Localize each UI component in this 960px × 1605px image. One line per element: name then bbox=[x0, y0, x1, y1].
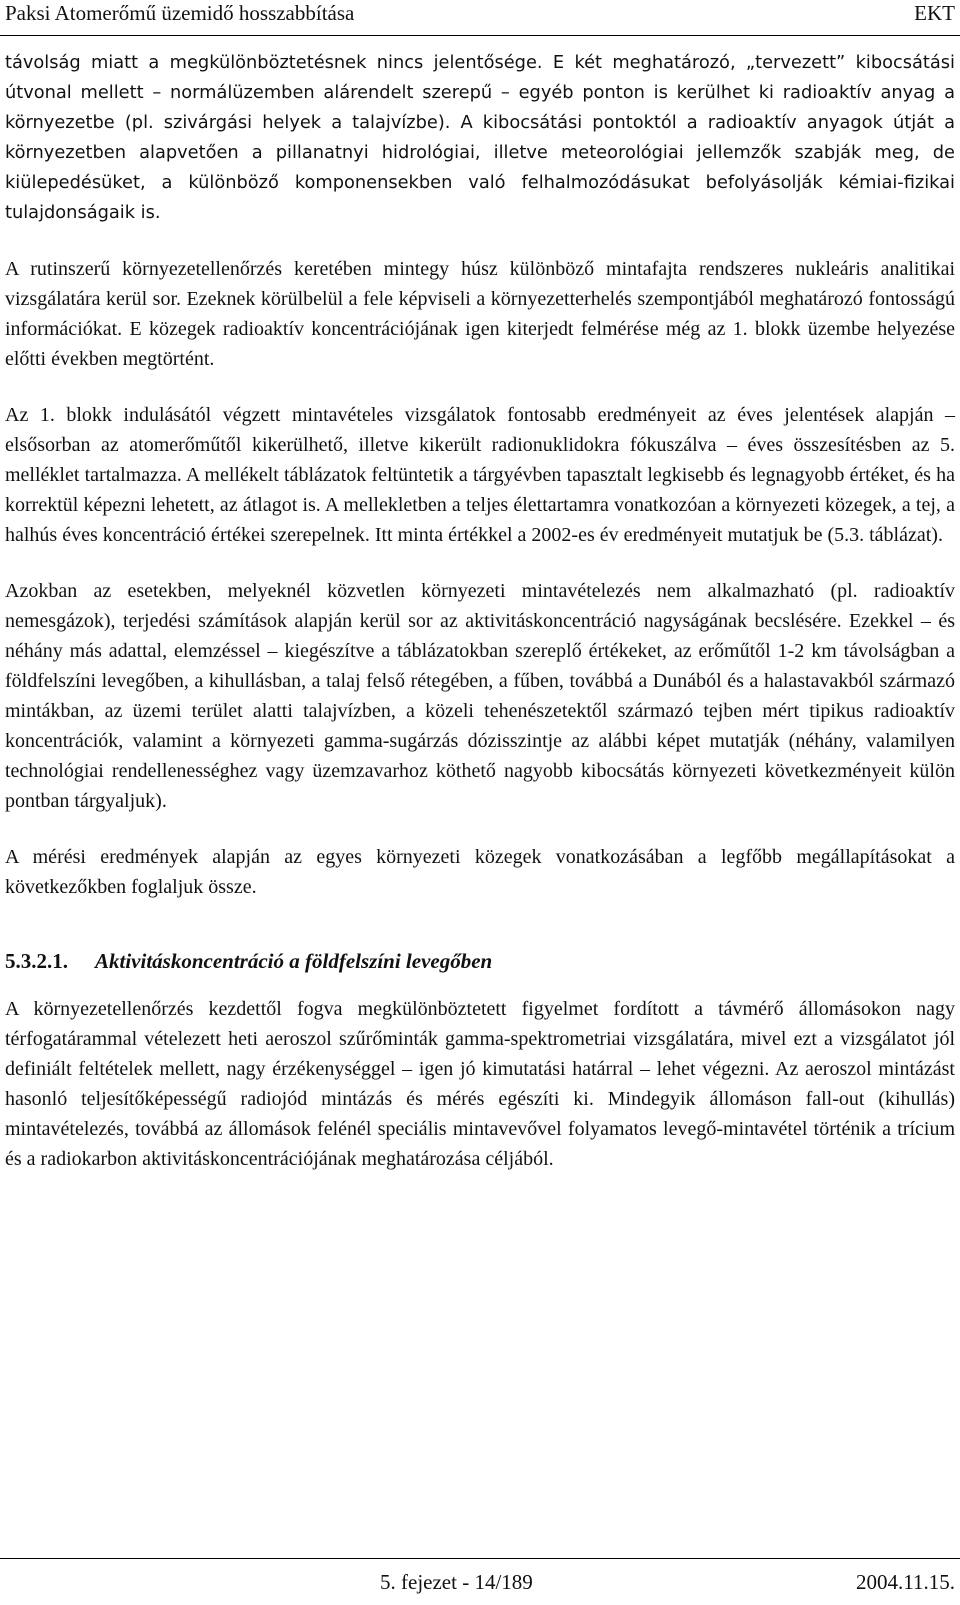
paragraph-2: A rutinszerű környezetellenőrzés keretében mintegy húsz különböző mintafajta rendszeres nukleáris analitikai vizsgálatára kerül sor. Ezeknek körülbelül a fele képviseli a környezetterhelés szempontjából meghatározó fontosságú információkat. E közegek radioaktív koncentrációjának igen kiterjedt felmérése még az 1. blokk üzembe helyezése előtti években megtörtént. bbox=[5, 258, 955, 370]
section-heading bbox=[5, 946, 955, 976]
section-title: Aktivitáskoncentráció a földfelszíni levegőben bbox=[95, 949, 493, 973]
document-date: 2004.11.15. bbox=[856, 1570, 955, 1594]
paragraph-5: A mérési eredmények alapján az egyes környezeti közegek vonatkozásában a legfőbb megállapításokat a következőkben foglaljuk össze. bbox=[5, 846, 955, 898]
document-title: Paksi Atomerőmű üzemidő hosszabbítása bbox=[5, 1, 355, 25]
paragraph-3: Az 1. blokk indulásától végzett mintavételes vizsgálatok fontosabb eredményeit az éves jelentések alapján – elsősorban az atomerőműtől kikerülhető, illetve kikerült radionuklidokra fókuszálva – éves összesítésben az 5. melléklet tartalmazza. A mellékelt táblázatok feltüntetik a tárgyévben tapasztalt legkisebb és legnagyobb értéket, és ha korrektül képezni lehetett, az átlagot is. A mellekletben a teljes élettartamra vonatkozóan a környezeti közegek, a tej, a halhús éves koncentráció értékei szerepelnek. Itt minta értékkel a 2002-es év eredményeit mutatjuk be (5.3. táblázat). bbox=[5, 404, 955, 546]
page-header bbox=[0, 0, 960, 36]
document-body bbox=[5, 48, 955, 1200]
footer-divider bbox=[0, 1558, 960, 1559]
page-number: 5. fejezet - 14/189 bbox=[380, 1570, 533, 1594]
paragraph-4: Azokban az esetekben, melyeknél közvetlen környezeti mintavételezés nem alkalmazható (pl. radioaktív nemesgázok), terjedési számítások alapján kerül sor az aktivitáskoncentráció nagyságának becslésére. Ezekkel – és néhány más adattal, elemzéssel – kiegészítve a táblázatokban szereplő értékeket, az erőműtől 1-2 km távolságban a földfelszíni levegőben, a kihullásban, a talaj felső rétegében, a fűben, továbbá a Dunából és a halastavakból származó mintákban, az üzemi terület alatti talajvízben, a közeli tehenészetektől származó tejben mért tipikus radioaktív koncentrációk, valamint a környezeti gamma-sugárzás dózisszintje az alábbi képet mutatják (néhány, valamilyen technológiai rendellenességhez vagy üzemzavarhoz köthető nagyobb kibocsátás környezeti következményeit külön pontban tárgyaljuk). bbox=[5, 580, 955, 812]
paragraph-1: távolság miatt a megkülönböztetésnek nincs jelentősége. E két meghatározó, „tervezett” kibocsátási útvonal mellett – normálüzemben alárendelt szerepű – egyéb ponton is kerülhet ki radioaktív anyag a környezetbe (pl. szivárgási helyek a talajvízbe). A kibocsátási pontoktól a radioaktív anyagok útját a környezetben alapvetően a pillanatnyi hidrológiai, illetve meteorológiai jellemzők szabják meg, de kiülepedésüket, a különböző komponensekben való felhalmozódásukat befolyásolják kémiai-fizikai tulajdonságaik is. bbox=[5, 52, 955, 223]
section-number: 5.3.2.1. bbox=[5, 949, 68, 973]
paragraph-6: A környezetellenőrzés kezdettől fogva megkülönböztetett figyelmet fordított a távmérő állomásokon nagy térfogatárammal vételezett heti aeroszol szűrőminták gamma-spektrometriai vizsgálatára, mivel ezt a vizsgálatot jól definiált feltételek mellett, nagy érzékenységgel – igen jó kimutatási határral – lehet végezni. Az aeroszol mintázást hasonló teljesítőképességű radiojód mintázás és mérés egészíti ki. Mindegyik állomáson fall-out (kihullás) mintavételezés, továbbá az állomások felénél speciális mintavevővel folyamatos levegő-mintavétel történik a trícium és a radiokarbon aktivitáskoncentrációjának meghatározása céljából. bbox=[5, 998, 955, 1170]
organization-label: EKT bbox=[914, 1, 955, 25]
